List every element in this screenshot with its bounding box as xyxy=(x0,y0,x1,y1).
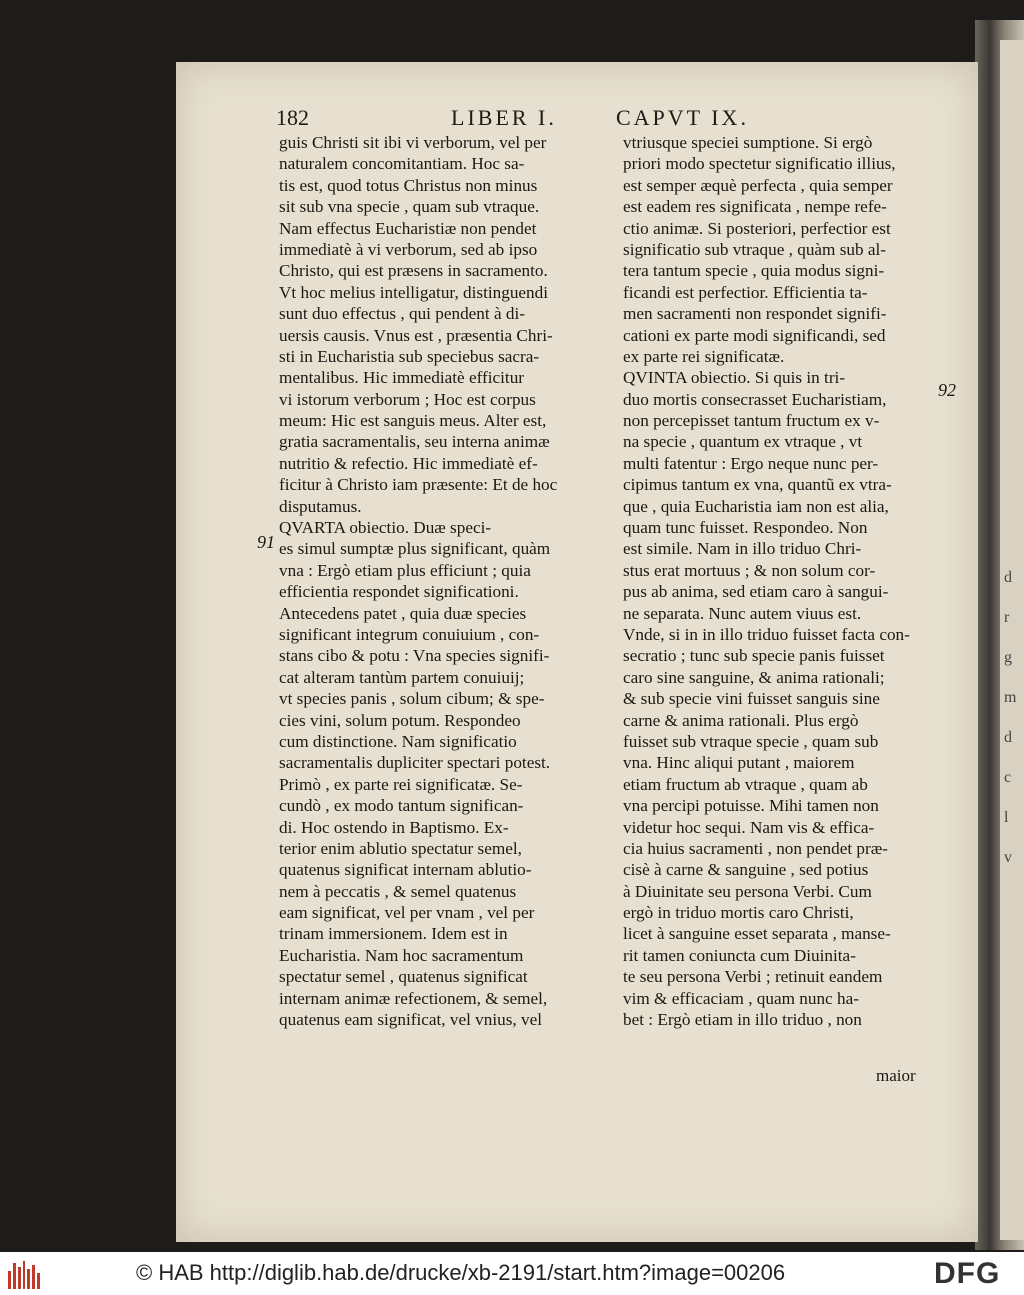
text-line: vna percipi potuisse. Mihi tamen non xyxy=(623,796,879,816)
text-line: vt species panis , solum cibum; & spe- xyxy=(279,689,545,709)
text-line: internam animæ refectionem, & semel, xyxy=(279,988,548,1008)
text-line: QVARTA obiectio. Duæ speci- xyxy=(279,518,492,538)
text-line: licet à sanguine esset separata , manse- xyxy=(623,924,891,944)
text-line: fuisset sub vtraque specie , quam sub xyxy=(623,731,879,751)
text-line: vtriusque speciei sumptione. Si ergò xyxy=(623,133,873,152)
left-text-column xyxy=(279,132,599,1030)
text-line: ctio animæ. Si posteriori, perfectior est xyxy=(623,218,891,238)
text-line: guis Christi sit ibi vi verborum, vel per xyxy=(279,133,547,152)
footer-copyright-link[interactable]: © HAB http://diglib.hab.de/drucke/xb-2191/start.htm?image=00206 xyxy=(136,1260,786,1285)
text-line: que , quia Eucharistia iam non est alia, xyxy=(623,496,889,516)
text-line: rit tamen coniuncta cum Diuinita- xyxy=(623,945,856,965)
text-line: carne & anima rationali. Plus ergò xyxy=(623,710,859,730)
text-line: tera tantum specie , quia modus signi- xyxy=(623,261,885,281)
text-line: cisè à carne & sanguine , sed potius xyxy=(623,860,869,880)
text-line: cia huius sacramenti , non pendet præ- xyxy=(623,838,888,858)
header-caput: CAPVT IX. xyxy=(616,105,749,130)
text-line: multi fatentur : Ergo neque nunc per- xyxy=(623,453,879,473)
text-line: ergò in triduo mortis caro Christi, xyxy=(623,903,854,923)
text-line: quam tunc fuisset. Respondeo. Non xyxy=(623,518,868,538)
text-line: etiam fructum ab vtraque , quam ab xyxy=(623,774,868,794)
text-line: bet : Ergò etiam in illo triduo , non xyxy=(623,1010,862,1030)
text-line: nutritio & refectio. Hic immediatè ef- xyxy=(279,453,538,473)
text-line: nem à peccatis , & semel quatenus xyxy=(279,881,517,901)
text-line: cationi ex parte modi significandi, sed xyxy=(623,325,886,345)
text-line: te seu persona Verbi ; retinuit eandem xyxy=(623,967,883,987)
text-line: immediatè à vi verborum, sed ab ipso xyxy=(279,239,538,259)
text-line: quatenus significat internam ablutio- xyxy=(279,860,532,880)
facing-page-letter: g xyxy=(1004,649,1012,666)
text-line: priori modo spectetur significatio illius, xyxy=(623,154,896,174)
text-line: spectatur semel , quatenus significat xyxy=(279,967,528,987)
facing-page-letter: d xyxy=(1004,729,1012,746)
text-line: Primò , ex parte rei significatæ. Se- xyxy=(279,774,523,794)
text-line: vim & efficaciam , quam nunc ha- xyxy=(623,988,859,1008)
text-line: ne separata. Nunc autem viuus est. xyxy=(623,603,862,623)
text-line: di. Hoc ostendo in Baptismo. Ex- xyxy=(279,817,509,837)
text-line: est semper æquè perfecta , quia semper xyxy=(623,175,893,195)
text-line: est eadem res significata , nempe refe- xyxy=(623,197,887,217)
text-line: vi istorum verborum ; Hoc est corpus xyxy=(279,389,536,409)
text-line: meum: Hic est sanguis meus. Alter est, xyxy=(279,411,547,431)
text-line: caro sine sanguine, & anima rationali; xyxy=(623,667,885,687)
text-line: cies vini, solum potum. Respondeo xyxy=(279,710,521,730)
text-line: terior enim ablutio spectatur semel, xyxy=(279,838,522,858)
text-line: ficitur à Christo iam præsente: Et de hoc xyxy=(279,475,558,495)
text-line: uersis causis. Vnus est , præsentia Chri- xyxy=(279,325,553,345)
text-line: sti in Eucharistia sub speciebus sacra- xyxy=(279,346,540,366)
text-line: cum distinctione. Nam significatio xyxy=(279,731,517,751)
text-line: sunt duo effectus , qui pendent à di- xyxy=(279,304,525,324)
text-line: na specie , quantum ex vtraque , vt xyxy=(623,432,863,452)
text-line: men sacramenti non respondet signifi- xyxy=(623,304,887,324)
hab-logo-icon xyxy=(8,1259,40,1289)
text-line: cipimus tantum ex vna, quantũ ex vtra- xyxy=(623,475,892,495)
text-line: stus erat mortuus ; & non solum cor- xyxy=(623,560,876,580)
text-line: Vt hoc melius intelligatur, distinguendi xyxy=(279,282,549,302)
text-line: Eucharistia. Nam hoc sacramentum xyxy=(279,945,524,965)
catchword: maior xyxy=(876,1066,916,1085)
margin-number-left: 91 xyxy=(257,532,275,552)
right-text-column xyxy=(623,132,935,1030)
facing-page-letter: c xyxy=(1004,769,1012,786)
viewer-footer xyxy=(0,1252,1024,1295)
text-line: stans cibo & potu : Vna species signifi- xyxy=(279,646,550,666)
facing-page-letter: d xyxy=(1004,569,1012,586)
text-line: gratia sacramentalis, seu interna animæ xyxy=(279,432,550,452)
text-line: vna. Hinc aliqui putant , maiorem xyxy=(623,753,855,773)
text-line: pus ab anima, sed etiam caro à sangui- xyxy=(623,582,889,602)
text-line: naturalem concomitantiam. Hoc sa- xyxy=(279,154,525,174)
running-header xyxy=(276,105,966,135)
text-line: tis est, quod totus Christus non minus xyxy=(279,175,538,195)
facing-page-letter: v xyxy=(1004,849,1012,866)
text-line: trinam immersionem. Idem est in xyxy=(279,924,508,944)
text-line: mentalibus. Hic immediatè efficitur xyxy=(279,368,525,388)
text-line: Nam effectus Eucharistiæ non pendet xyxy=(279,218,537,238)
text-line: duo mortis consecrasset Eucharistiam, xyxy=(623,389,887,409)
dfg-logo: DFG xyxy=(934,1257,1001,1290)
text-line: sacramentalis dupliciter spectari potest. xyxy=(279,753,551,773)
text-line: non percepisset tantum fructum ex v- xyxy=(623,411,880,431)
text-line: quatenus eam significat, vel vnius, vel xyxy=(279,1010,542,1030)
margin-number-right: 92 xyxy=(938,380,956,400)
text-line: disputamus. xyxy=(279,496,362,516)
book-page xyxy=(176,62,978,1242)
header-liber: LIBER I. xyxy=(451,105,557,130)
text-line: Antecedens patet , quia duæ species xyxy=(279,603,527,623)
facing-page-letter: l xyxy=(1004,809,1009,826)
text-line: secratio ; tunc sub specie panis fuisset xyxy=(623,646,885,666)
text-line: est simile. Nam in illo triduo Chri- xyxy=(623,539,862,559)
text-line: efficientia respondet significationi. xyxy=(279,582,519,602)
text-line: eam significat, vel per vnam , vel per xyxy=(279,903,535,923)
text-line: vna : Ergò etiam plus efficiunt ; quia xyxy=(279,560,531,580)
text-line: significatio sub vtraque , quàm sub al- xyxy=(623,239,887,259)
facing-page-letter: m xyxy=(1004,689,1017,706)
text-line: ficandi est perfectior. Efficientia ta- xyxy=(623,282,868,302)
text-line: ex parte rei significatæ. xyxy=(623,346,785,366)
text-line: significant integrum conuiuium , con- xyxy=(279,624,540,644)
text-line: sit sub vna specie , quam sub vtraque. xyxy=(279,197,540,217)
text-line: cat alteram tantùm partem conuiuij; xyxy=(279,667,525,687)
text-line: & sub specie vini fuisset sanguis sine xyxy=(623,689,880,709)
text-line: cundò , ex modo tantum significan- xyxy=(279,796,524,816)
text-line: es simul sumptæ plus significant, quàm xyxy=(279,539,551,559)
text-line: à Diuinitate seu persona Verbi. Cum xyxy=(623,881,872,901)
page-number: 182 xyxy=(276,105,309,130)
text-line: Vnde, si in in illo triduo fuisset facta con- xyxy=(623,624,910,644)
facing-page-letter: r xyxy=(1004,609,1010,626)
text-line: Christo, qui est præsens in sacramento. xyxy=(279,261,548,281)
text-line: QVINTA obiectio. Si quis in tri- xyxy=(623,368,846,388)
text-line: videtur hoc sequi. Nam vis & effica- xyxy=(623,817,875,837)
